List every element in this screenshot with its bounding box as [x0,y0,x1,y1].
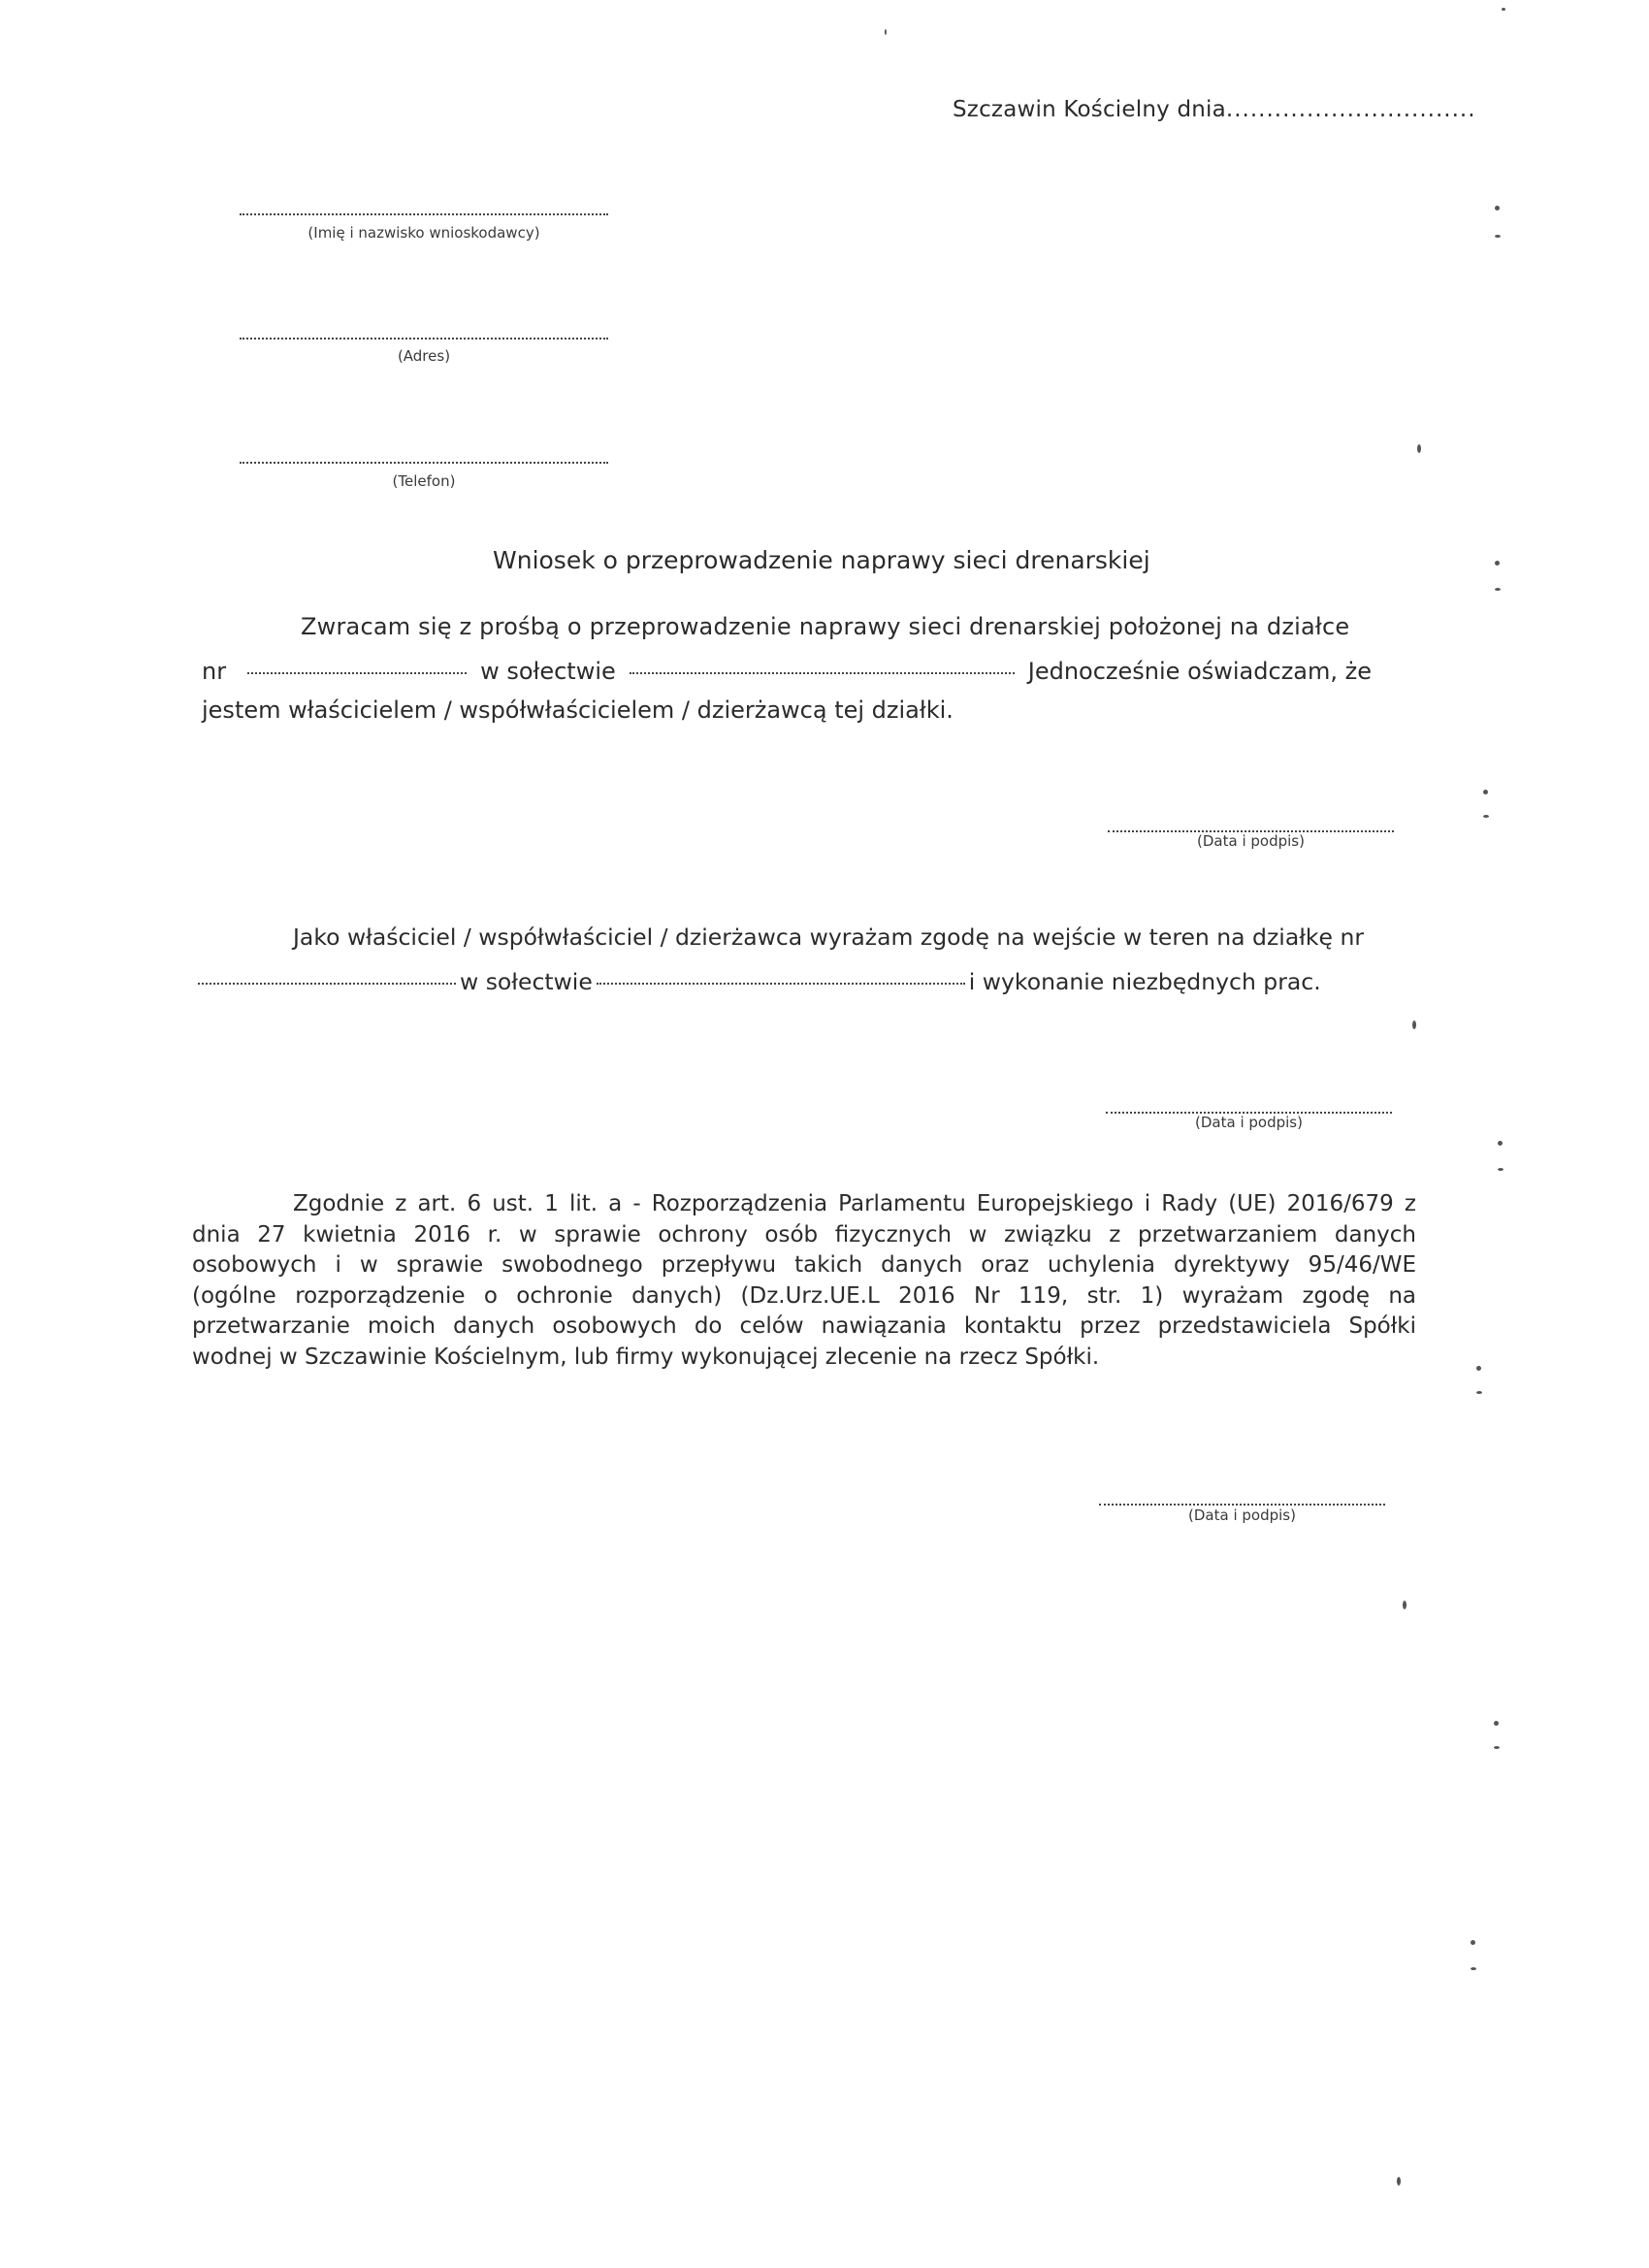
scan-speck [1502,8,1505,11]
consent-village-label: w sołectwie [460,968,593,995]
consent-plot-field[interactable] [198,983,456,985]
gdpr-line-2: dnia 27 kwietnia 2016 r. w sprawie ochrony osób fizycznych w związku z przetwarzaniem danych [192,1221,1416,1247]
request-line-1: Zwracam się z prośbą o przeprowadzenie naprawy sieci drenarskiej położonej na działce [301,613,1350,640]
scan-speck [1476,1366,1481,1371]
signature-caption-2: (Data i podpis) [1195,1114,1303,1131]
applicant-phone-caption: (Telefon) [392,472,456,490]
signature-caption-3: (Data i podpis) [1188,1507,1296,1524]
date-field[interactable]: ............................... [1225,97,1476,122]
signature-caption-1: (Data i podpis) [1197,832,1305,850]
applicant-name-caption: (Imię i nazwisko wnioskodawcy) [307,224,540,242]
scan-speck [1417,444,1421,453]
gdpr-line-3: osobowych i w sprawie swobodnego przepływu takich danych oraz uchylenia dyrektywy 95/46/WE [192,1252,1416,1278]
plot-number-field[interactable] [247,672,467,674]
consent-line-1: Jako właściciel / współwłaściciel / dzierżawca wyrażam zgodę na wejście w teren na działkę nr [293,923,1365,951]
scan-speck [1495,206,1500,211]
scan-speck [1412,1021,1416,1029]
applicant-address-caption: (Adres) [397,347,451,365]
place-date-label: Szczawin Kościelny dnia [953,97,1226,122]
scan-speck [1495,588,1501,591]
scan-speck [1397,2177,1401,2186]
document-title: Wniosek o przeprowadzenie naprawy sieci drenarskiej [493,546,1150,574]
gdpr-line-6: wodnej w Szczawinie Kościelnym, lub firmy wykonującej zlecenie na rzecz Spółki. [192,1344,1100,1370]
scan-speck [1483,815,1489,818]
gdpr-line-1: Zgodnie z art. 6 ust. 1 lit. a - Rozporządzenia Parlamentu Europejskiego i Rady (UE) 2016/679 z [293,1191,1416,1216]
consent-tail: i wykonanie niezbędnych prac. [968,968,1321,995]
gdpr-line-4: (ogólne rozporządzenie o ochronie danych) (Dz.Urz.UE.L 2016 Nr 119, str. 1) wyrażam zgodę na [192,1282,1416,1309]
gdpr-line-5: przetwarzanie moich danych osobowych do celów nawiązania kontaktu przez przedstawiciela Spółki [192,1313,1416,1339]
scan-speck [1403,1601,1406,1609]
scan-speck [1495,561,1500,566]
village-label: w sołectwie [480,658,616,685]
scan-speck [1498,1168,1504,1171]
place-date-line [953,97,1476,122]
consent-village-field[interactable] [597,983,965,985]
applicant-phone-field[interactable] [240,462,608,464]
plot-number-label: nr [202,658,227,685]
scan-speck [1494,1721,1499,1726]
signature-field-3[interactable] [1099,1504,1385,1506]
scan-speck [1483,790,1488,794]
request-line-3: jestem właścicielem / współwłaścicielem / dzierżawcą tej działki. [202,697,954,724]
consent-line-2 [198,968,1333,995]
scan-speck [1498,1141,1503,1146]
declaration-start: Jednocześnie oświadczam, że [1027,658,1372,685]
applicant-name-field[interactable] [240,213,608,215]
gdpr-paragraph [192,1189,1416,1373]
request-line-2 [202,658,1372,685]
scan-speck [885,29,887,35]
scan-speck [1471,1967,1476,1970]
scan-speck [1476,1391,1482,1394]
scan-speck [1471,1940,1475,1945]
village-field[interactable] [630,672,1015,674]
scan-speck [1495,235,1501,238]
scan-speck [1494,1746,1500,1749]
applicant-address-field[interactable] [240,338,608,340]
